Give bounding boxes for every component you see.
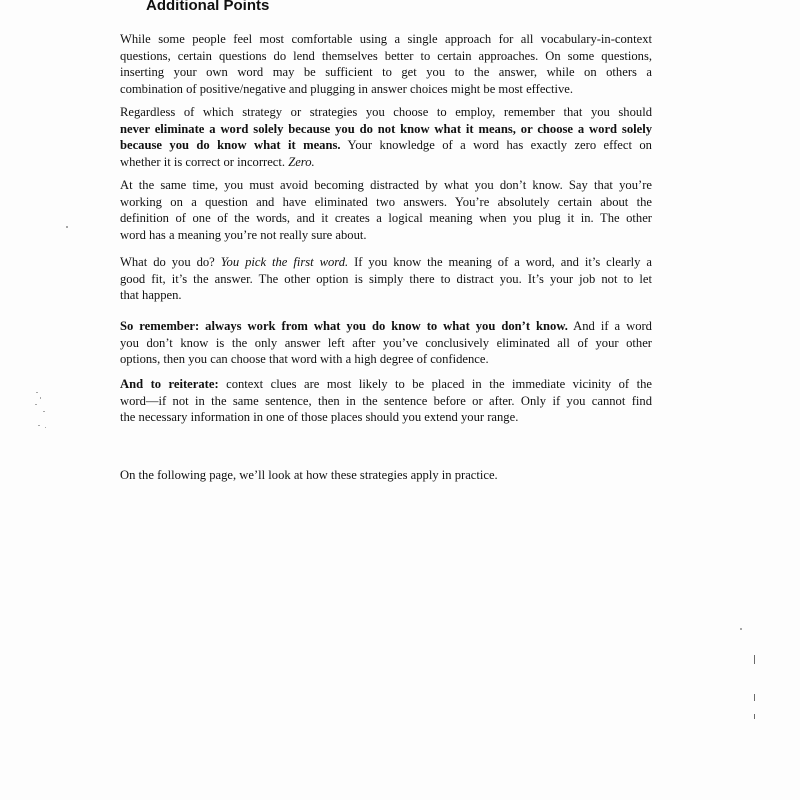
text-line bbox=[120, 409, 652, 426]
scan-speck bbox=[66, 226, 68, 228]
text-line bbox=[120, 81, 652, 98]
text-run: context clues are most likely to be placed in the immediate vicinity of the bbox=[218, 377, 652, 391]
text-line bbox=[120, 335, 652, 352]
text-run: the necessary information in one of those places should you extend your range. bbox=[120, 410, 519, 425]
scan-speck bbox=[36, 392, 38, 393]
text-run: And if a word bbox=[567, 319, 652, 333]
text-line bbox=[120, 64, 652, 81]
bold-text: because you do know what it means. bbox=[120, 138, 341, 153]
text-run: If you know the meaning of a word, and it’s clearly a bbox=[348, 255, 652, 269]
text-run: Regardless of which strategy or strategies you choose to employ, remember that you should bbox=[120, 105, 652, 119]
paragraph-following-page bbox=[120, 467, 652, 484]
text-line bbox=[120, 227, 652, 244]
paragraph-approaches bbox=[120, 31, 652, 97]
text-line bbox=[120, 393, 652, 410]
text-run: options, then you can choose that word with a high degree of confidence. bbox=[120, 352, 489, 367]
text-line bbox=[120, 210, 652, 227]
text-line bbox=[120, 104, 652, 121]
text-line bbox=[120, 271, 652, 288]
scan-speck bbox=[45, 427, 46, 428]
text-run: What do you do? bbox=[120, 255, 221, 269]
bold-text: So remember: always work from what you do know to what you don’t know. bbox=[120, 319, 568, 333]
italic-text: Zero. bbox=[288, 154, 315, 169]
bold-text: never eliminate a word solely because you do not know what it means, or choose a word solely bbox=[120, 121, 652, 136]
text-run: inserting your own word may be sufficient to get you to the answer, while on others a bbox=[120, 65, 652, 80]
text-line bbox=[120, 254, 652, 271]
text-run: that happen. bbox=[120, 288, 182, 303]
text-run: you don’t know is the only answer left after you’ve conclusively eliminated all of your other bbox=[120, 335, 652, 350]
text-run: On the following page, we’ll look at how these strategies apply in practice. bbox=[120, 468, 498, 482]
text-line bbox=[120, 121, 652, 138]
text-line bbox=[120, 318, 652, 335]
text-run: word—if not in the same sentence, then in the sentence before or after. Only if you cannot find bbox=[120, 393, 652, 408]
paragraph-never-eliminate bbox=[120, 104, 652, 170]
scan-speck bbox=[38, 425, 40, 426]
text-line bbox=[120, 48, 652, 65]
text-run: good fit, it’s the answer. The other option is simply there to distract you. It’s your job not to let bbox=[120, 271, 652, 286]
text-run: whether it is correct or incorrect. bbox=[120, 154, 289, 169]
text-line bbox=[120, 351, 652, 368]
text-line bbox=[120, 194, 652, 211]
scan-speck bbox=[35, 404, 37, 405]
paragraph-reiterate bbox=[120, 376, 652, 426]
text-line bbox=[120, 376, 652, 393]
scan-edge-mark bbox=[754, 694, 755, 701]
text-run: At the same time, you must avoid becoming distracted by what you don’t know. Say that you’re bbox=[120, 178, 652, 192]
text-run: Your knowledge of a word has exactly zero effect on bbox=[340, 138, 652, 153]
text-run: working on a question and have eliminated two answers. You’re absolutely certain about the bbox=[120, 194, 652, 209]
text-line bbox=[120, 154, 652, 171]
paragraph-pick-first-word bbox=[120, 254, 652, 304]
text-run: word has a meaning you’re not really sure about. bbox=[120, 227, 367, 242]
text-run: definition of one of the words, and it creates a logical meaning when you plug it in. The other bbox=[120, 211, 652, 226]
scan-edge-mark bbox=[754, 714, 755, 719]
text-line bbox=[120, 287, 652, 304]
text-run: combination of positive/negative and plugging in answer choices might be most effective. bbox=[120, 81, 574, 96]
text-run: questions, certain questions do lend themselves better to certain approaches. On some questions, bbox=[120, 48, 652, 63]
scan-speck bbox=[43, 411, 45, 412]
scan-edge-mark bbox=[754, 655, 755, 664]
paragraph-so-remember bbox=[120, 318, 652, 368]
paragraph-distraction bbox=[120, 177, 652, 243]
scan-speck bbox=[740, 628, 742, 630]
text-line bbox=[120, 467, 652, 484]
text-line bbox=[120, 137, 652, 154]
scan-speck bbox=[40, 397, 41, 399]
italic-text: You pick the first word. bbox=[220, 255, 349, 269]
text-line bbox=[120, 31, 652, 48]
section-heading: Additional Points bbox=[146, 0, 270, 14]
bold-text: And to reiterate: bbox=[120, 377, 219, 391]
text-run: While some people feel most comfortable using a single approach for all vocabulary-in-context bbox=[120, 32, 652, 46]
text-line bbox=[120, 177, 652, 194]
